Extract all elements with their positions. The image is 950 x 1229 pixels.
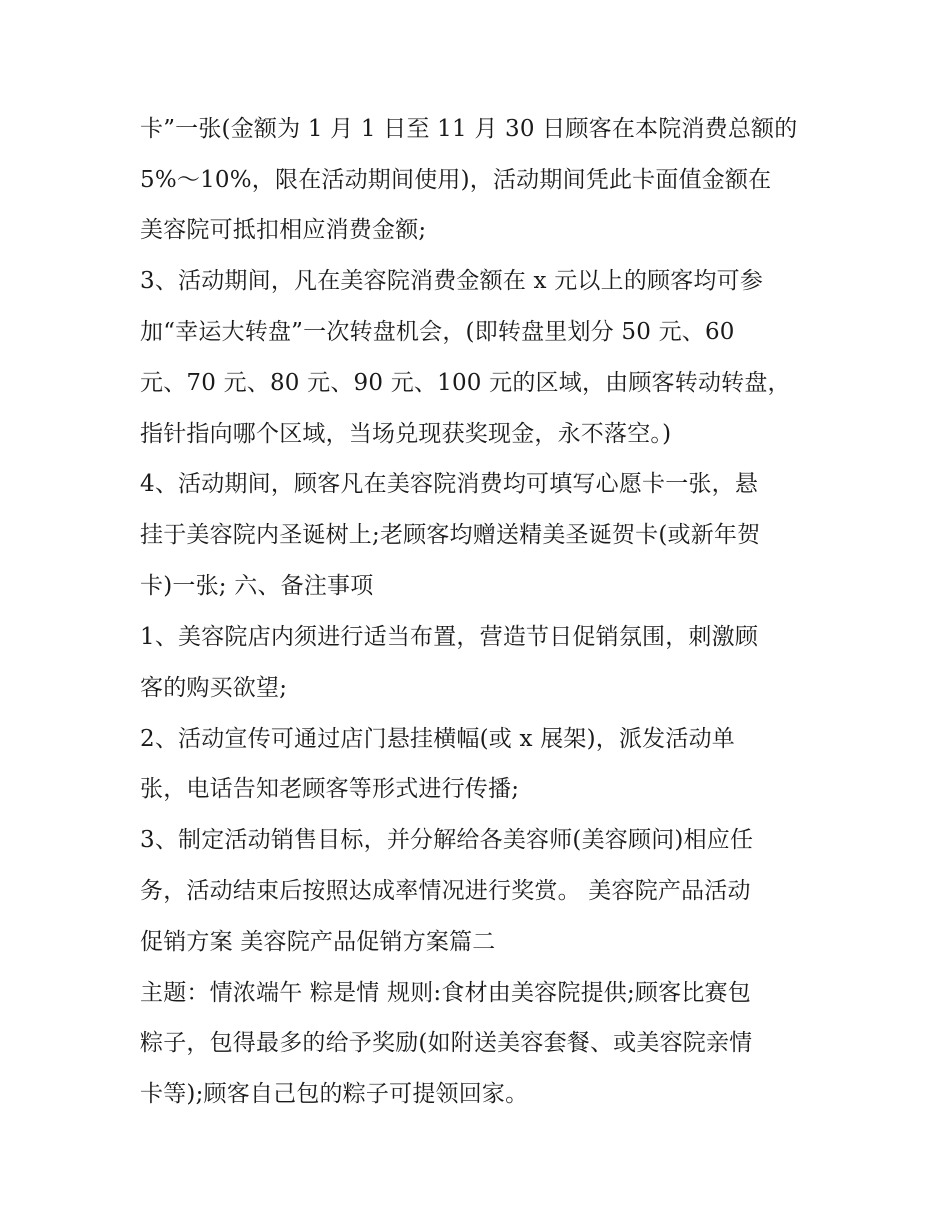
text-line: 卡)一张; 六、备注事项 [140,573,374,599]
text-line: 挂于美容院内圣诞树上;老顾客均赠送精美圣诞贺卡(或新年贺 [140,522,761,548]
text-line: 务，活动结束后按照达成率情况进行奖赏。 美容院产品活动 [140,878,751,904]
text-line: 3、制定活动销售目标，并分解给各美容师(美容顾问)相应任 [140,827,754,853]
text-line: 5%～10%，限在活动期间使用)，活动期间凭此卡面值金额在 [140,167,772,193]
text-line: 美容院可抵扣相应消费金额; [140,217,427,243]
text-line: 加“幸运大转盘”一次转盘机会，(即转盘里划分 50 元、60 [140,319,735,345]
text-line: 3、活动期间，凡在美容院消费金额在 x 元以上的顾客均可参 [140,268,764,294]
text-line: 张，电话告知老顾客等形式进行传播; [140,776,520,802]
text-line: 4、活动期间，顾客凡在美容院消费均可填写心愿卡一张，悬 [140,471,759,497]
text-line: 客的购买欲望; [140,675,288,701]
text-line: 促销方案 美容院产品促销方案篇二 [140,929,496,955]
text-line: 1、美容院店内须进行适当布置，营造节日促销氛围，刺激顾 [140,624,759,650]
text-line: 卡”一张(金额为 1 月 1 日至 11 月 30 日顾客在本院消费总额的 [140,116,798,142]
text-line: 指针指向哪个区域，当场兑现获奖现金，永不落空。) [140,421,672,447]
text-line: 主题：情浓端午 粽是情 规则:食材由美容院提供;顾客比赛包 [140,980,751,1006]
text-line: 2、活动宣传可通过店门悬挂横幅(或 x 展架)，派发活动单 [140,726,735,752]
text-line: 粽子，包得最多的给予奖励(如附送美容套餐、或美容院亲情 [140,1030,753,1056]
text-line: 卡等);顾客自己包的粽子可提领回家。 [140,1081,529,1107]
text-line: 元、70 元、80 元、90 元、100 元的区域，由顾客转动转盘， [140,370,791,396]
